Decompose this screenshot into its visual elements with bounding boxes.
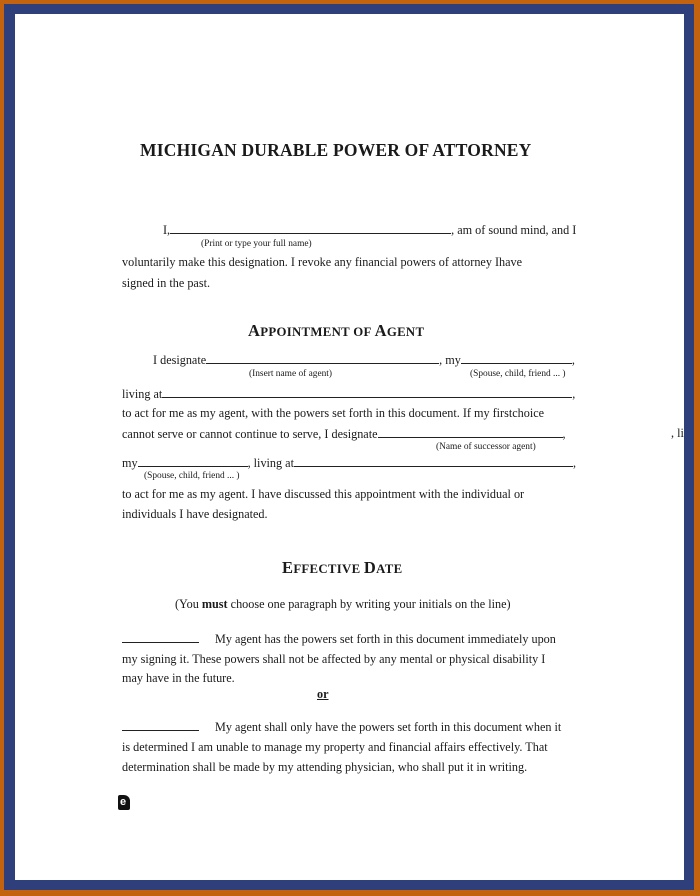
document-page (15, 14, 684, 880)
full-name-blank[interactable] (170, 222, 451, 234)
outer-frame (4, 4, 694, 890)
intro-line-3: signed in the past. (122, 276, 211, 290)
instruction-line: (You must choose one paragraph by writing your initials on the line) (175, 597, 511, 611)
agent-relation-blank[interactable] (461, 352, 572, 364)
successor-hint: (Name of successor agent) (436, 442, 536, 452)
i-designate-label: I designate (153, 353, 207, 367)
act-line: to act for me as my agent, with the powers set forth in this document. If my firstchoice (122, 406, 545, 420)
successor-relation-blank[interactable] (138, 455, 248, 467)
option-2-line-2: is determined I am unable to manage my property and financial affairs effectively. That (122, 740, 548, 754)
intro-line-2: voluntarily make this designation. I revoke any financial powers of attorney Ihave (122, 255, 523, 269)
document-title: MICHIGAN DURABLE POWER OF ATTORNEY (140, 140, 532, 160)
my-label: , my (439, 353, 461, 367)
my-label-2: my (122, 456, 138, 470)
intro-line-1 (163, 222, 576, 238)
successor-name-blank[interactable] (378, 426, 563, 438)
designate-line (153, 352, 575, 368)
agent-address-blank[interactable] (162, 386, 572, 398)
agent-name-hint: (Insert name of agent) (249, 369, 333, 379)
living-at-label-2: , living at (247, 456, 294, 470)
effective-date-heading: EFFECTIVE DATE (282, 558, 403, 577)
successor-line: cannot serve or cannot continue to serve, I designate , (122, 427, 566, 441)
sound-mind-text: , am of sound mind, and I (451, 223, 577, 237)
living-at-label: living at (122, 387, 163, 401)
spouse-hint-2: (Spouse, child, friend ... ) (144, 471, 240, 481)
document-logo-icon: e (118, 795, 130, 810)
option-2-initials-blank[interactable] (122, 719, 199, 731)
cannot-serve-text: cannot serve or cannot continue to serve, I designate (122, 427, 378, 441)
or-label: or (317, 687, 329, 701)
full-name-hint: (Print or type your full name) (201, 239, 312, 249)
agent-name-blank[interactable] (206, 352, 439, 364)
comma: , (571, 353, 575, 367)
individuals-line: individuals I have designated. (122, 507, 268, 521)
i-label: I, (163, 223, 171, 237)
successor-relation-line: my , living at , (122, 456, 577, 470)
option-1-line-1: My agent has the powers set forth in this document immediately upon (122, 631, 556, 647)
appointment-heading: APPOINTMENT OF AGENT (248, 321, 425, 340)
overflow-text: , li (671, 426, 684, 440)
option-1-initials-blank[interactable] (122, 631, 199, 643)
option-2-line-1: My agent shall only have the powers set forth in this document when it (122, 719, 561, 735)
spouse-hint: (Spouse, child, friend ... ) (470, 369, 566, 379)
option-2-line-3: determination shall be made by my attending physician, who shall put it in writing. (122, 760, 528, 774)
option-1-line-2: my signing it. These powers shall not be affected by any mental or physical disability I (122, 652, 546, 666)
living-at-line: living at , (122, 387, 576, 401)
discussed-line: to act for me as my agent. I have discussed this appointment with the individual or (122, 487, 525, 501)
successor-address-blank[interactable] (294, 455, 573, 467)
option-1-line-3: may have in the future. (122, 671, 235, 685)
